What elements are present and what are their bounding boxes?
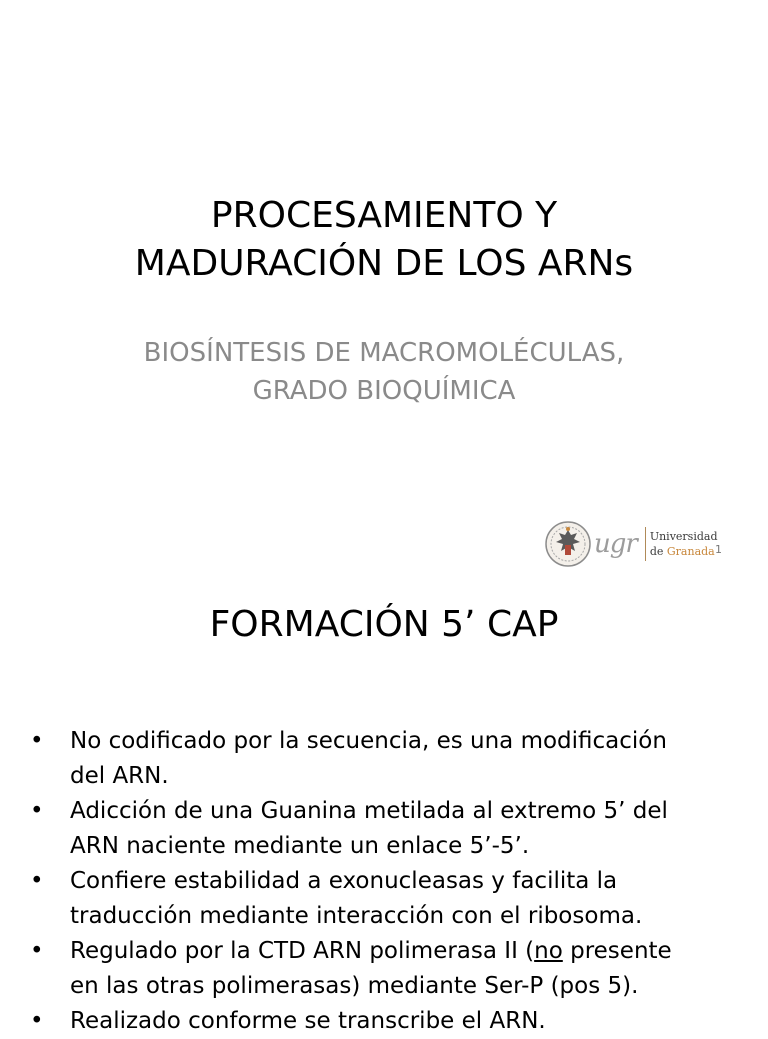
bullet-item <box>30 724 730 794</box>
bullet-icon: • <box>30 938 44 964</box>
bullet-text-segment: Regulado por la CTD ARN polimerasa II ( <box>70 938 535 964</box>
university-seal-icon <box>544 520 592 568</box>
subtitle-line-2: GRADO BIOQUÍMICA <box>252 376 516 406</box>
bullet-icon: • <box>30 728 44 754</box>
presentation-subtitle <box>0 334 768 410</box>
bullet-icon: • <box>30 868 44 894</box>
underlined-word: no <box>534 938 563 964</box>
logo-line-2-prefix: de <box>649 545 667 558</box>
bullet-text-line: en las otras polimerasas) mediante Ser-P (pos 5). <box>70 973 639 999</box>
bullet-text-line: ARN naciente mediante un enlace 5’-5’. <box>70 833 530 859</box>
bullet-text-line: No codificado por la secuencia, es una modificación <box>70 728 667 754</box>
title-line-1: PROCESAMIENTO Y <box>210 195 558 236</box>
page-number: 1 <box>715 543 722 556</box>
title-line-2: MADURACIÓN DE LOS ARNs <box>134 243 634 284</box>
bullet-item <box>30 934 730 1004</box>
bullet-text-segment: presente <box>562 938 672 964</box>
bullet-text-line <box>70 934 730 969</box>
subtitle-line-1: BIOSÍNTESIS DE MACROMOLÉCULAS, <box>143 338 625 368</box>
logo-line-1: Universidad <box>649 530 718 543</box>
bullet-text-line: Confiere estabilidad a exonucleasas y facilita la <box>70 868 618 894</box>
university-logo <box>544 519 718 569</box>
bullet-icon: • <box>30 798 44 824</box>
presentation-title <box>0 192 768 288</box>
bullet-item <box>30 864 730 934</box>
slide-title: FORMACIÓN 5’ CAP <box>209 604 559 645</box>
bullet-item <box>30 1004 730 1039</box>
bullet-text-line: Adicción de una Guanina metilada al extremo 5’ del <box>70 798 668 824</box>
bullet-list <box>30 724 730 1039</box>
bullet-text-line: del ARN. <box>70 763 169 789</box>
logo-line-2 <box>650 544 718 559</box>
bullet-icon: • <box>30 1008 44 1034</box>
bullet-item <box>30 794 730 864</box>
ugr-wordmark: ugr <box>594 529 637 559</box>
logo-divider <box>645 527 646 561</box>
logo-university-name <box>650 529 718 559</box>
logo-line-2-accent: Granada <box>666 545 715 558</box>
bullet-text-line: Realizado conforme se transcribe el ARN. <box>70 1008 546 1034</box>
bullet-text-line: traducción mediante interacción con el ribosoma. <box>70 903 643 929</box>
